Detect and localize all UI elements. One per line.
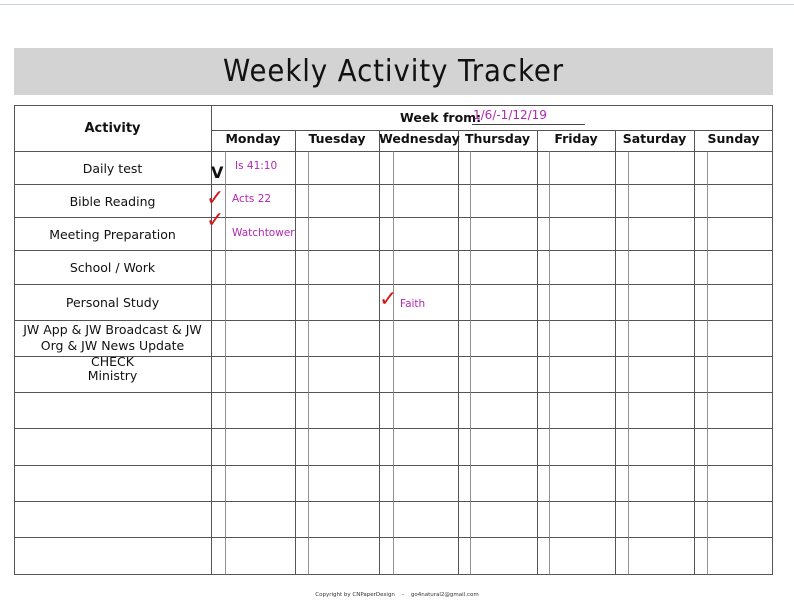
check-personal-study-wednesday[interactable]: ✓	[379, 287, 398, 312]
page-title: Weekly Activity Tracker	[222, 54, 565, 89]
activity-daily-test: Daily test	[82, 161, 143, 176]
activity-bible-reading: Bible Reading	[69, 194, 156, 209]
footer-copyright-text: Copyright by CNPaperDesign	[315, 592, 395, 598]
day-header-tuesday: Tuesday	[308, 131, 366, 146]
day-header-monday: Monday	[225, 131, 281, 146]
entry-daily-test-monday[interactable]: Is 41:10	[235, 160, 278, 172]
entry-meeting-prep-monday[interactable]: Watchtower	[232, 227, 295, 239]
entry-personal-study-wednesday[interactable]: Faith	[400, 298, 426, 310]
day-header-wednesday: Wednesday	[379, 131, 460, 146]
week-from-value[interactable]: 1/6/-1/12/19	[473, 108, 547, 122]
day-header-thursday: Thursday	[464, 131, 531, 146]
activity-school-work: School / Work	[69, 260, 156, 275]
activity-jw-app-check: JW App & JW Broadcast & JW Org & JW News Update CHECK	[23, 322, 202, 369]
check-bible-reading-monday[interactable]: ✓	[206, 186, 225, 211]
check-meeting-prep-monday[interactable]: ✓	[206, 208, 225, 233]
day-header-saturday: Saturday	[622, 131, 687, 146]
footer-copyright	[0, 592, 794, 598]
entry-bible-reading-monday[interactable]: Acts 22	[232, 193, 272, 205]
activity-personal-study: Personal Study	[65, 295, 160, 310]
footer-email: go4natural2@gmail.com	[410, 592, 479, 598]
activity-header: Activity	[84, 121, 141, 136]
week-from-label: Week from:	[400, 110, 482, 125]
day-header-friday: Friday	[554, 131, 598, 146]
footer-separator: -	[401, 592, 404, 598]
check-daily-test-monday[interactable]: V	[211, 163, 224, 182]
day-header-sunday: Sunday	[707, 131, 760, 146]
activity-ministry: Ministry	[87, 368, 138, 383]
activity-meeting-preparation: Meeting Preparation	[49, 227, 176, 242]
